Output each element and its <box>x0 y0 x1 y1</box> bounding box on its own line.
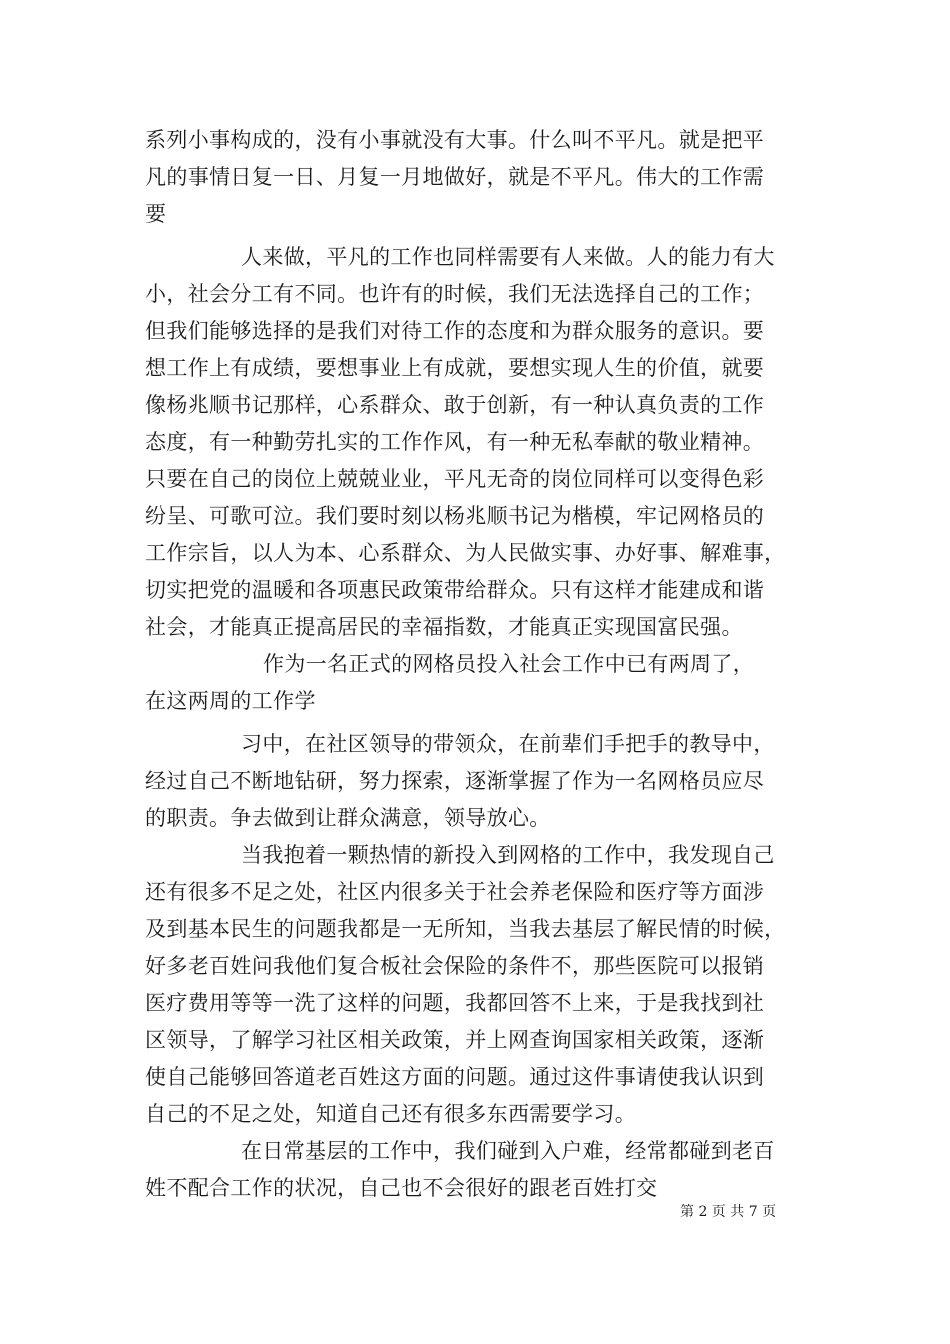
text-line: 好多老百姓问我他们复合板社会保险的条件不，那些医院可以报销 <box>145 954 765 978</box>
text-line: 只要在自己的岗位上兢兢业业，平凡无奇的岗位同样可以变得色彩 <box>145 467 765 491</box>
text-line: 想工作上有成绩，要想事业上有成就，要想实现人生的价值，就要 <box>145 356 765 380</box>
text-line: 区领导，了解学习社区相关政策，并上网查询国家相关政策，逐渐 <box>145 1028 765 1052</box>
text-line: 经过自己不断地钻研，努力探索，逐渐掌握了作为一名网格员应尽 <box>145 769 765 793</box>
text-line: 切实把党的温暖和各项惠民政策带给群众。只有这样才能建成和谐 <box>145 578 765 602</box>
paragraph-start-line: 在日常基层的工作中，我们碰到入户难，经常都碰到老百 <box>241 1139 775 1163</box>
paragraph-start-line: 当我抱着一颗热情的新投入到网格的工作中，我发现自己 <box>241 843 775 867</box>
paragraph-start-line: 作为一名正式的网格员投入社会工作中已有两周了， <box>263 652 755 676</box>
document-body <box>145 122 813 1207</box>
text-line: 的职责。争去做到让群众满意，领导放心。 <box>145 806 551 830</box>
text-line: 像杨兆顺书记那样，心系群众、敢于创新，有一种认真负责的工作 <box>145 393 765 417</box>
text-line: 纷呈、可歌可泣。我们要时刻以杨兆顺书记为楷模，牢记网格员的 <box>145 504 765 528</box>
text-line: 自己的不足之处，知道自己还有很多东西需要学习。 <box>145 1102 637 1126</box>
paragraph-start-line: 习中，在社区领导的带领众，在前辈们手把手的教导中， <box>241 732 775 756</box>
text-line: 态度，有一种勤劳扎实的工作作风，有一种无私奉献的敬业精神。 <box>145 430 765 454</box>
text-line: 系列小事构成的，没有小事就没有大事。什么叫不平凡。就是把平 <box>145 128 765 152</box>
text-line: 要 <box>145 202 167 226</box>
text-line: 小，社会分工有不同。也许有的时候，我们无法选择自己的工作； <box>145 282 765 306</box>
text-line: 但我们能够选择的是我们对待工作的态度和为群众服务的意识。要 <box>145 319 765 343</box>
text-line: 社会，才能真正提高居民的幸福指数，才能真正实现国富民强。 <box>145 615 743 639</box>
text-line: 工作宗旨，以人为本、心系群众、为人民做实事、办好事、解难事， <box>145 541 786 565</box>
text-line: 姓不配合工作的状况，自己也不会很好的跟老百姓打交 <box>145 1176 658 1200</box>
text-line: 凡的事情日复一日、月复一月地做好，就是不平凡。伟大的工作需 <box>145 165 765 189</box>
text-line: 在这两周的工作学 <box>145 689 316 713</box>
text-line: 及到基本民生的问题我都是一无所知，当我去基层了解民情的时候， <box>145 917 786 941</box>
text-line: 医疗费用等等一洗了这样的问题，我都回答不上来，于是我找到社 <box>145 991 765 1015</box>
page-number-footer: 第 2 页 共 7 页 <box>680 1204 777 1220</box>
paragraph-start-line: 人来做，平凡的工作也同样需要有人来做。人的能力有大 <box>241 245 775 269</box>
text-line: 还有很多不足之处，社区内很多关于社会养老保险和医疗等方面涉 <box>145 880 765 904</box>
text-line: 使自己能够回答道老百姓这方面的问题。通过这件事请使我认识到 <box>145 1065 765 1089</box>
